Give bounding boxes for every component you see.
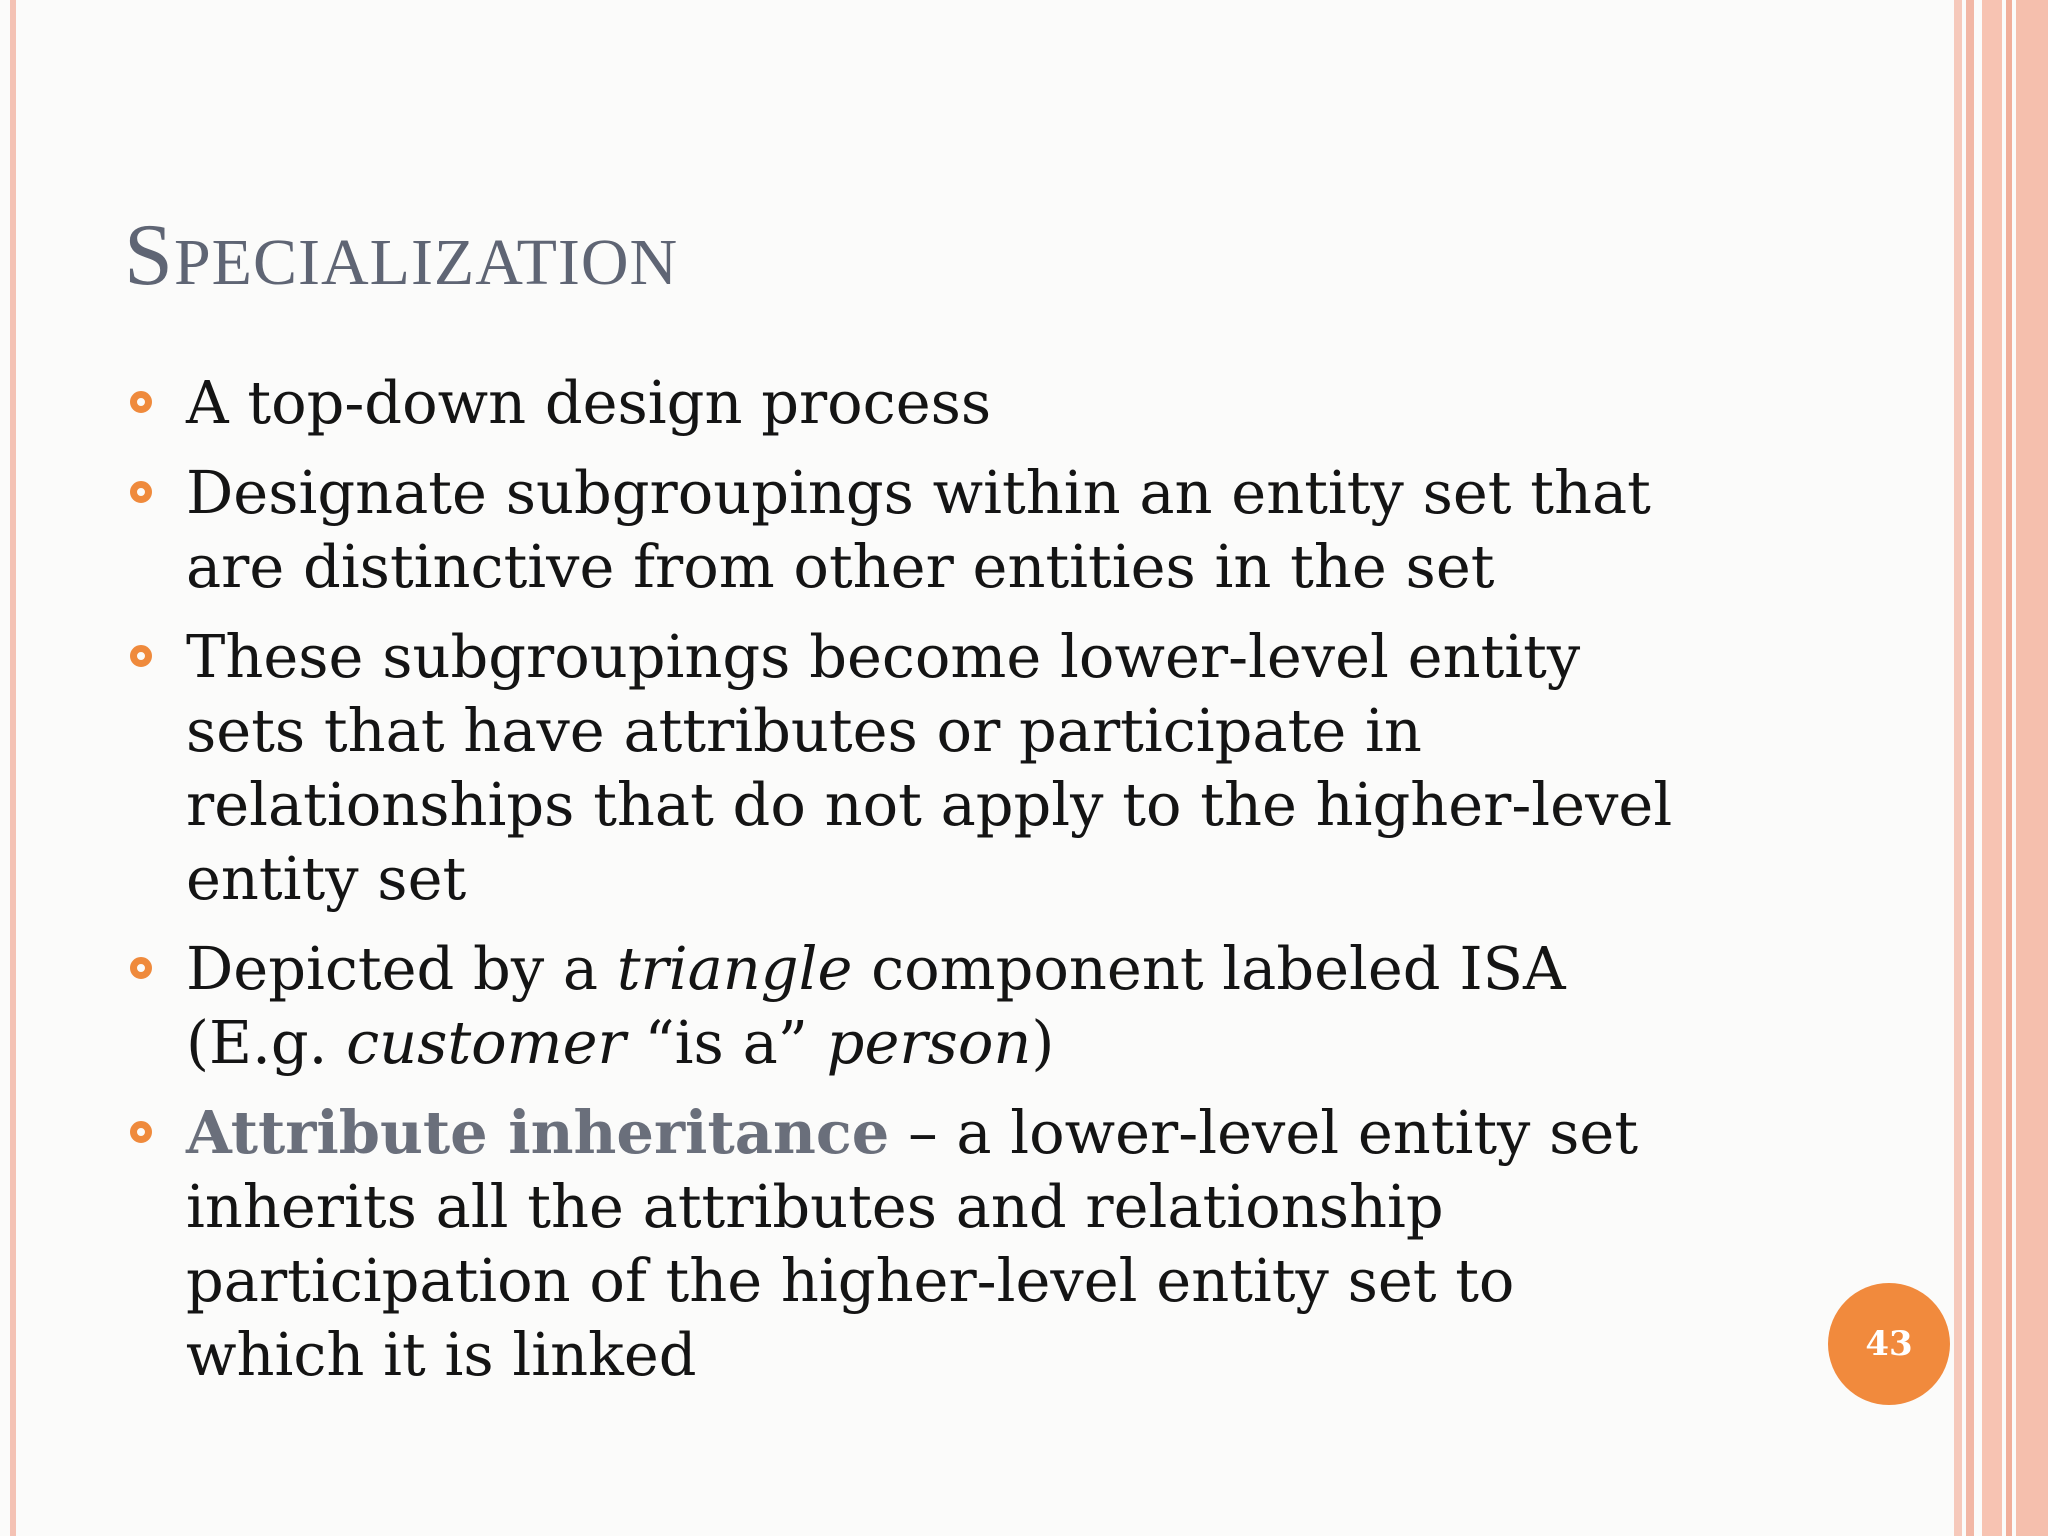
- slide-title-initial: S: [124, 207, 174, 304]
- bullet-list: [186, 366, 1786, 1408]
- bullet-text-line: [186, 1006, 1786, 1080]
- bullet-text: relationships that do not apply to the higher-level: [186, 770, 1673, 839]
- emphasis-text: triangle: [616, 934, 853, 1003]
- bullet-text: entity set: [186, 844, 467, 913]
- bullet-text: component labeled ISA: [852, 934, 1566, 1003]
- bullet-item: [186, 1096, 1786, 1392]
- bullet-item: [186, 620, 1786, 916]
- left-decorative-stripe: [10, 0, 16, 1536]
- ring-bullet-icon: [130, 1121, 152, 1143]
- bullet-text: sets that have attributes or participate in: [186, 696, 1422, 765]
- bullet-text: participation of the higher-level entity set to: [186, 1246, 1515, 1315]
- page-number-badge: 43: [1828, 1283, 1950, 1405]
- keyword-text: Attribute inheritance: [186, 1098, 890, 1167]
- right-decorative-stripe: [1966, 0, 1974, 1536]
- right-decorative-stripe: [2016, 0, 2048, 1536]
- ring-bullet-icon: [130, 481, 152, 503]
- bullet-text: ): [1031, 1008, 1055, 1077]
- bullet-text: These subgroupings become lower-level entity: [186, 622, 1581, 691]
- emphasis-text: customer: [346, 1008, 626, 1077]
- slide-title-rest: PECIALIZATION: [173, 226, 679, 299]
- bullet-text: (E.g.: [186, 1008, 347, 1077]
- right-decorative-stripe: [1954, 0, 1962, 1536]
- right-decorative-stripe: [2006, 0, 2012, 1536]
- ring-bullet-icon: [130, 391, 152, 413]
- bullet-text: “is a”: [625, 1008, 827, 1077]
- bullet-text: Depicted by a: [186, 934, 617, 1003]
- bullet-text: A top-down design process: [186, 368, 992, 437]
- bullet-text: which it is linked: [186, 1320, 697, 1389]
- ring-bullet-icon: [130, 957, 152, 979]
- slide-title: [124, 207, 679, 304]
- bullet-text: are distinctive from other entities in the set: [186, 532, 1495, 601]
- bullet-text: Designate subgroupings within an entity set that: [186, 458, 1651, 527]
- bullet-item: [186, 932, 1786, 1080]
- bullet-text-line: [186, 1096, 1786, 1170]
- bullet-text: – a lower-level entity set: [889, 1098, 1639, 1167]
- ring-bullet-icon: [130, 645, 152, 667]
- bullet-item: [186, 456, 1786, 604]
- bullet-text: inherits all the attributes and relationship: [186, 1172, 1444, 1241]
- right-decorative-stripe: [1982, 0, 2002, 1536]
- bullet-item: [186, 366, 1786, 440]
- emphasis-text: person: [826, 1008, 1032, 1077]
- bullet-text-line: [186, 932, 1786, 1006]
